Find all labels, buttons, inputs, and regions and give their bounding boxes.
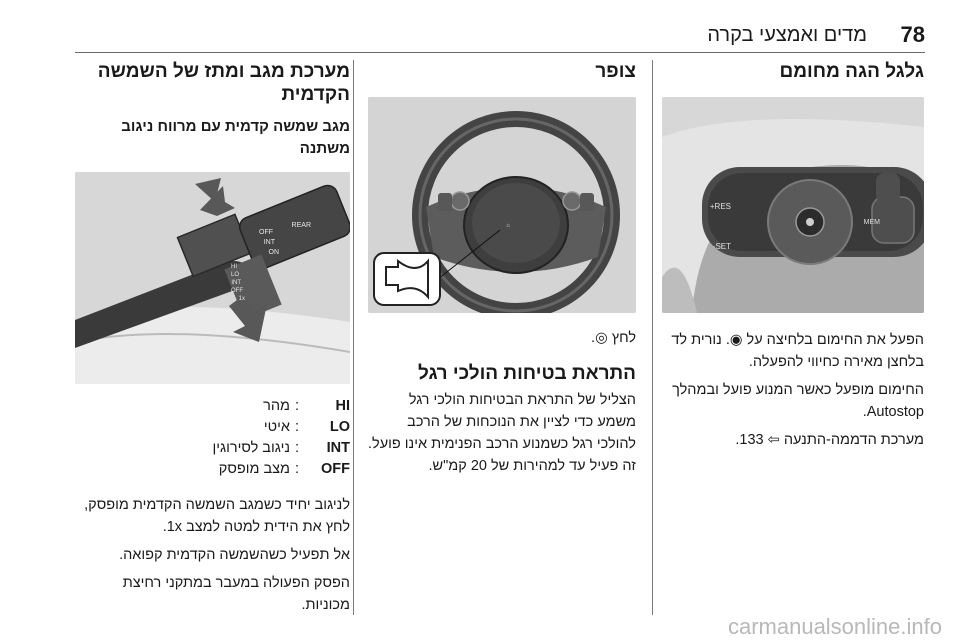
- pedestrian-alert-title: התראת בטיחות הולכי רגל: [417, 363, 636, 384]
- watermark: carmanualsonline.info: [727, 614, 942, 639]
- horn-press-text: לחץ ◎.: [591, 330, 636, 346]
- lever-off2-label: OFF: [231, 288, 243, 294]
- heated-wheel-text-1: הפעל את החימום בלחיצה על ◉. נורית לד בלחצן מאירה כחיווי להפעלה.: [671, 332, 924, 370]
- wiper-mode-separator: :: [294, 398, 300, 414]
- wiper-mode-row: [75, 396, 350, 417]
- wiper-mode-row: [75, 438, 350, 459]
- lever-hi-label: HI: [231, 264, 237, 270]
- lever-int2-label: INT: [231, 280, 241, 286]
- lever-int-label: INT: [263, 239, 275, 246]
- wiper-modes-list: [75, 396, 350, 480]
- wiper-text-1: לניגוב יחיד כשמגב השמשה הקדמית מופסק, לחץ את הידית למטה למצב 1x.: [84, 497, 350, 535]
- page-number: 78: [900, 22, 925, 47]
- column-horn: [368, 60, 636, 477]
- svg-text:⌂: ⌂: [506, 223, 510, 229]
- wipers-subtitle: מגב שמשה קדמית עם מרווח ניגוב משתנה: [121, 118, 350, 157]
- lever-off-label: OFF: [259, 229, 273, 236]
- header-rule: [75, 52, 925, 53]
- lever-1x-label: 1x: [238, 296, 245, 302]
- wiper-mode-code: HI: [335, 398, 350, 414]
- page-header: [75, 22, 925, 52]
- wiper-mode-desc: ניגוב לסירוגין: [212, 440, 290, 456]
- wiper-text-2: אל תפעיל כשהשמשה הקדמית קפואה.: [119, 547, 350, 563]
- wiper-mode-separator: :: [294, 440, 300, 456]
- steering-buttons-illustration: [662, 97, 924, 313]
- set-label: SET-: [712, 242, 731, 251]
- wiper-lever-illustration: [75, 172, 350, 384]
- res-label: RES+: [709, 202, 731, 211]
- wiper-mode-desc: מהר: [263, 398, 290, 414]
- heated-wheel-text-2: החימום מופעל כאשר המנוע פועל ובמהלך Autostop.: [672, 382, 924, 420]
- lever-lo-label: LO: [230, 272, 239, 278]
- steering-wheel-illustration: [368, 97, 636, 313]
- column-heated-steering-wheel: [662, 60, 924, 451]
- wiper-mode-separator: :: [294, 419, 300, 435]
- wiper-mode-desc: איטי: [263, 419, 290, 435]
- pedestrian-alert-text: הצליל של התראת הבטיחות הולכי רגל משמע כדי לציין את הנוכחות של הרכב להולכי רגל כשמנוע הרכב הפנימית אינו פועל. זה פעיל עד למהירות של 20 קמ"ש.: [368, 392, 636, 474]
- section-title-wipers: מערכת מגב ומתז של השמשה הקדמית: [97, 61, 350, 105]
- wiper-mode-code: LO: [329, 419, 350, 435]
- wiper-mode-separator: :: [294, 461, 300, 477]
- section-title-heated-wheel: גלגל הגה מחומם: [779, 61, 924, 82]
- wiper-mode-desc: מצב מופסק: [218, 461, 290, 477]
- wiper-mode-row: [75, 417, 350, 438]
- section-title-horn: צופר: [595, 61, 636, 82]
- wiper-text-3: הפסק הפעולה במעבר במתקני רחיצת מכוניות.: [122, 575, 350, 613]
- running-title: מדים ואמצעי בקרה: [707, 24, 867, 46]
- wiper-mode-code: INT: [326, 440, 350, 456]
- lever-rear-label: REAR: [291, 222, 311, 229]
- column-wipers: [75, 60, 350, 616]
- lever-on-label: ON: [268, 249, 279, 256]
- mem-label: MEM: [863, 219, 880, 226]
- column-divider: [652, 60, 653, 615]
- heated-wheel-text-3: מערכת הדממה-התנעה ⇦ 133.: [735, 432, 924, 448]
- wiper-mode-row: [75, 459, 350, 480]
- column-divider: [353, 60, 354, 615]
- wiper-mode-code: OFF: [321, 461, 350, 477]
